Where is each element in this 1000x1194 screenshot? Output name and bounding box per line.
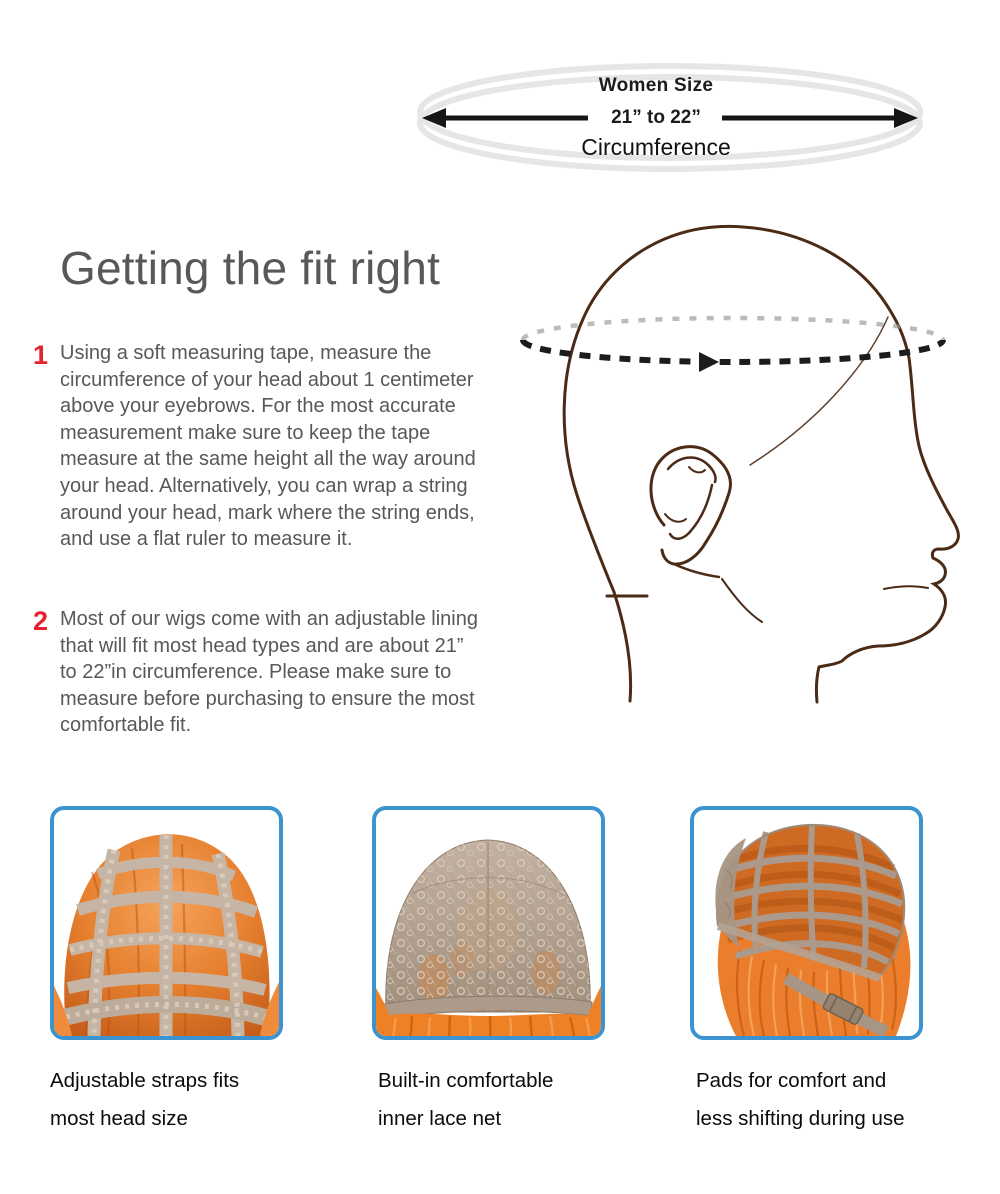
step-text-line: around your head, mark where the string ends, — [60, 501, 475, 524]
tape-arrow-icon — [699, 352, 719, 372]
step-text-line: above your eyebrows. For the most accurate — [60, 395, 456, 418]
head-outline — [564, 226, 958, 702]
feature-caption-2 — [378, 1062, 553, 1138]
step-text-line: Most of our wigs come with an adjustable lining — [60, 608, 478, 630]
step-text-line: that will fit most head types and are about 21” — [60, 634, 464, 657]
wig-cap-comfort-pads-image — [694, 810, 919, 1036]
page-title: Getting the fit right — [60, 242, 441, 294]
step-2-text — [60, 606, 478, 739]
ring-size-title: Women Size — [598, 75, 714, 96]
caption-line: less shifting during use — [696, 1107, 905, 1130]
step-1-number: 1 — [33, 340, 49, 370]
step-text-line: and use a flat ruler to measure it. — [60, 528, 353, 551]
head-profile-sketch — [515, 215, 975, 715]
step-text-line: measurement make sure to keep the tape — [60, 421, 431, 444]
ring-size-range: 21” to 22” — [611, 107, 701, 128]
wig-cap-lace-net-image — [376, 810, 601, 1036]
step-text-line: Using a soft measuring tape, measure the — [60, 342, 432, 364]
caption-line: Built-in comfortable — [378, 1069, 554, 1092]
wig-cap-adjustable-straps-image — [54, 810, 279, 1036]
step-text-line: comfortable fit. — [60, 714, 192, 737]
step-text-line: your head. Alternatively, you can wrap a string — [60, 474, 468, 497]
step-text-line: measure before purchasing to ensure the most — [60, 687, 475, 710]
step-1 — [33, 340, 476, 553]
feature-caption-3 — [696, 1062, 905, 1138]
step-2 — [33, 606, 478, 739]
caption-line: most head size — [50, 1107, 188, 1130]
step-1-text — [60, 340, 476, 553]
caption-line: Pads for comfort and — [696, 1069, 887, 1092]
step-text-line: measure at the same height all the way around — [60, 448, 476, 471]
feature-caption-1 — [50, 1062, 239, 1138]
ring-circumference-label: Circumference — [581, 134, 731, 160]
step-2-number: 2 — [33, 606, 49, 636]
step-text-line: to 22”in circumference. Please make sure to — [60, 661, 452, 684]
feature-card-comfort-pads — [690, 806, 923, 1040]
caption-line: Adjustable straps fits — [50, 1069, 240, 1092]
feature-card-adjustable-straps — [50, 806, 283, 1040]
measuring-tape-dotted-line — [523, 318, 943, 372]
step-text-line: circumference of your head about 1 centimeter — [60, 368, 474, 391]
ear-sketch — [651, 447, 762, 622]
caption-line: inner lace net — [378, 1107, 502, 1130]
feature-card-lace-net — [372, 806, 605, 1040]
